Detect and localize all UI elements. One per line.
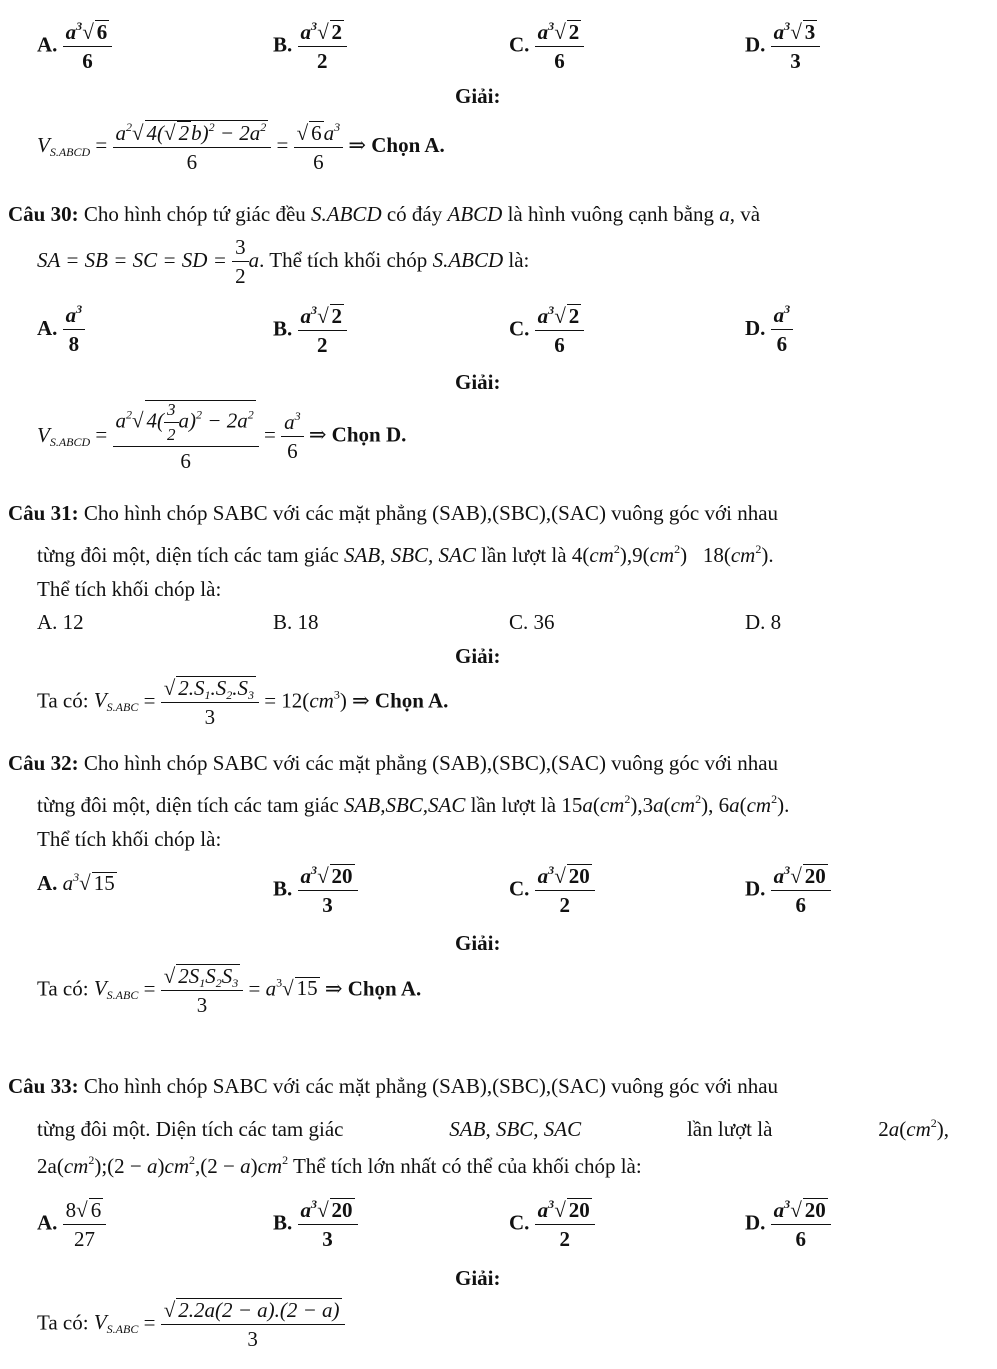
q31-text: lần lượt là xyxy=(481,543,567,567)
q31-solution: Ta có: $V_{S.ABC}$ = $\frac{√ 2.S_1.S_2.S_3}{3}$ = $12(cm^3)$ ⇒ Chọn A. xyxy=(37,676,449,730)
q30-label: Câu 30: xyxy=(8,202,79,226)
math-fraction: $\frac{√ 6a^3}{6}$ xyxy=(294,121,344,174)
option-letter: D. xyxy=(745,876,766,901)
q31-text: Cho hình chóp SABC với các mặt phẳng (SAB),(SBC),(SAC) vuông góc với nhau xyxy=(83,501,779,525)
q30-option-b xyxy=(273,304,347,357)
q32-option-b xyxy=(273,864,358,917)
q30-giai-heading: Giải: xyxy=(455,370,501,394)
q30-text: là hình vuông cạnh bằng xyxy=(507,202,715,226)
math-fraction: $\frac{a^3√ 20}{2}$ xyxy=(535,864,595,917)
q32-line3: Thể tích khối chóp là: xyxy=(37,827,222,851)
q32-line2: từng đôi một, diện tích các tam giác SAB,SBC,SAC lần lượt là $15a(cm^2),3a(cm^2)$, $6a(cm^2)$. xyxy=(37,792,790,817)
option-letter: B. xyxy=(273,316,293,341)
q32-math: SAB,SBC,SAC xyxy=(344,793,466,817)
q32-text: từng đôi một, diện tích các tam giác xyxy=(37,793,339,817)
math-fraction: $\frac{a^3√ 2}{6}$ xyxy=(535,20,585,73)
q33-line3: $2a(cm^2);(2 - a)cm^2,(2 - a)cm^2$ Thể tích lớn nhất có thể của khối chóp là: xyxy=(37,1153,642,1178)
q31-math: SAB, SBC, SAC xyxy=(344,543,476,567)
option-letter: D. xyxy=(745,32,766,57)
q31-line1 xyxy=(8,503,778,524)
math-fraction: $\frac{a^3}{8}$ xyxy=(63,304,86,356)
q33-option-c xyxy=(509,1198,595,1251)
q30-option-d xyxy=(745,304,793,356)
q33-math: SAB, SBC, SAC xyxy=(449,1117,582,1141)
math-fraction: $\frac{a^3√ 20}{2}$ xyxy=(535,1198,595,1251)
q31-option-d: D. 8 xyxy=(745,610,782,634)
q33-text: lần lượt là xyxy=(686,1117,773,1141)
q32-giai-heading: Giải: xyxy=(455,931,501,955)
q30-text: có đáy xyxy=(386,202,443,226)
q32-option-d xyxy=(745,864,831,917)
option-letter: A. xyxy=(37,315,58,340)
q33-line2: từng đôi một. Diện tích các tam giác SAB, SBC, SAC lần lượt là $2a(cm^2)$, xyxy=(37,1116,949,1141)
q32-option-a: A. $a^3√$ 15 xyxy=(37,870,115,895)
q30-math: S.ABCD xyxy=(432,247,504,272)
q33-option-a xyxy=(37,1198,106,1251)
q32-option-c xyxy=(509,864,595,917)
option-letter: C. xyxy=(509,32,530,57)
q31-option-a: A. 12 xyxy=(37,610,84,634)
q32-answer: Chọn A. xyxy=(347,976,422,1001)
math-fraction: $\frac{a^3√ 2}{6}$ xyxy=(535,304,585,357)
q31-line3: Thể tích khối chóp là: xyxy=(37,577,222,601)
q30-option-a xyxy=(37,304,85,356)
math-fraction: $\frac{a^3√ 2}{2}$ xyxy=(298,20,348,73)
math-fraction: $\frac{a^3√ 20}{6}$ xyxy=(771,864,831,917)
q31-line2: từng đôi một, diện tích các tam giác SAB, SBC, SAC lần lượt là $4(cm^2),9(cm^2)$ $18(cm^2)$. xyxy=(37,542,774,567)
taco-label: Ta có: xyxy=(37,1310,89,1335)
q30-text: , và xyxy=(729,202,761,226)
option-letter: B. xyxy=(273,32,293,57)
option-letter: C. xyxy=(509,1210,530,1235)
q30-solution: $V_{S.ABCD}$ = $a^2√$ 4( $\frac{3}{2}$ $a)^2 - 2a^2$ 6 = $\frac{a^3}{6}$ ⇒ Chọn D. xyxy=(37,400,407,474)
q31-giai-heading: Giải: xyxy=(455,644,501,668)
math-fraction: $\frac{3}{2}$ xyxy=(232,236,249,288)
q30-math: S.ABCD xyxy=(311,202,382,226)
q33-text: Thể tích lớn nhất có thể của khối chóp là: xyxy=(292,1154,642,1178)
q32-text: lần lượt là xyxy=(470,793,557,817)
math-fraction: $\frac{a^3√ 6}{6}$ xyxy=(63,20,113,73)
q33-option-b xyxy=(273,1198,358,1251)
option-letter: D. xyxy=(745,1210,766,1235)
q31-label: Câu 31: xyxy=(8,501,79,525)
q33-giai-heading: Giải: xyxy=(455,1266,501,1290)
q31-option-b: B. 18 xyxy=(273,610,319,634)
q29-answer: Chọn A. xyxy=(371,132,445,157)
math-fraction: $\frac{a^2√ 4(√ 2b)^2 - 2a^2}{6}$ xyxy=(113,120,272,174)
option-letter: B. xyxy=(273,876,293,901)
q32-label: Câu 32: xyxy=(8,751,79,775)
option-letter: B. xyxy=(273,1210,293,1235)
math-fraction: $\frac{√ 2.2a(2 - a).(2 - a)}{3}$ xyxy=(161,1298,345,1351)
math-fraction: $\frac{a^3√ 20}{3}$ xyxy=(298,1198,358,1251)
q30-text: là: xyxy=(508,247,530,272)
q30-math: ABCD xyxy=(447,202,503,226)
q29-giai-heading: Giải: xyxy=(455,84,501,108)
q29-option-c xyxy=(509,20,584,73)
q32-text: Cho hình chóp SABC với các mặt phẳng (SAB),(SBC),(SAC) vuông góc với nhau xyxy=(83,751,779,775)
option-letter: A. xyxy=(37,32,58,57)
math-fraction: $\frac{a^3}{6}$ xyxy=(771,304,794,356)
q29-option-d xyxy=(745,20,820,73)
option-letter: D. xyxy=(745,315,766,340)
q32-solution: Ta có: $V_{S.ABC}$ = $\frac{√ 2S_1S_2S_3}{3}$ = $a^3√$ 15 ⇒ Chọn A. xyxy=(37,964,422,1018)
q30-option-c xyxy=(509,304,584,357)
q30-line1 xyxy=(8,204,760,225)
q29-option-b xyxy=(273,20,347,73)
taco-label: Ta có: xyxy=(37,976,89,1001)
q30-text: Cho hình chóp tứ giác đều xyxy=(83,202,306,226)
q30-text: . Thể tích khối chóp xyxy=(259,247,428,272)
option-letter: C. xyxy=(509,876,530,901)
q33-solution: Ta có: $V_{S.ABC}$ = $\frac{√ 2.2a(2 - a).(2 - a)}{3}$ xyxy=(37,1298,345,1351)
q30-math: a xyxy=(719,202,730,226)
math-fraction: $\frac{8√ 6}{27}$ xyxy=(63,1198,107,1251)
q33-text: từng đôi một. Diện tích các tam giác xyxy=(37,1117,344,1141)
q33-option-d xyxy=(745,1198,831,1251)
q29-option-a xyxy=(37,20,112,73)
math-fraction: $a^2√$ 4( $\frac{3}{2}$ $a)^2 - 2a^2$ 6 xyxy=(113,400,259,473)
option-letter: A. xyxy=(37,871,58,895)
q33-text: Cho hình chóp SABC với các mặt phẳng (SAB),(SBC),(SAC) vuông góc với nhau xyxy=(83,1074,779,1098)
math-fraction: $\frac{√ 2S_1S_2S_3}{3}$ xyxy=(161,964,244,1017)
math-fraction: $\frac{a^3√ 20}{6}$ xyxy=(771,1198,831,1251)
math-fraction: $\frac{a^3√ 3}{3}$ xyxy=(771,20,821,73)
q30-answer: Chọn D. xyxy=(331,422,407,447)
math-fraction: $\frac{a^3√ 20}{3}$ xyxy=(298,864,358,917)
q33-label: Câu 33: xyxy=(8,1074,79,1098)
option-letter: A. xyxy=(37,1210,58,1235)
option-letter: C. xyxy=(509,316,530,341)
q30-line2: SA = SB = SC = SD = $\frac{3}{2}$ a. Thể tích khối chóp S.ABCD là: xyxy=(37,235,530,289)
q29-solution: $V_{S.ABCD}$ = $\frac{a^2√ 4(√ 2b)^2 - 2a^2}{6}$ = $\frac{√ 6a^3}{6}$ ⇒ Chọn A. xyxy=(37,119,445,175)
math-fraction: $\frac{a^3√ 2}{2}$ xyxy=(298,304,348,357)
q31-answer: Chọn A. xyxy=(374,688,449,713)
q32-line1 xyxy=(8,753,778,774)
q33-line1 xyxy=(8,1076,778,1097)
q31-text: từng đôi một, diện tích các tam giác xyxy=(37,543,339,567)
math-fraction: $\frac{√ 2.S_1.S_2.S_3}{3}$ xyxy=(161,676,259,729)
taco-label: Ta có: xyxy=(37,688,89,713)
q30-math: SA = SB = SC = SD = xyxy=(37,247,227,272)
q31-option-c: C. 36 xyxy=(509,610,555,634)
math-fraction: $\frac{a^3}{6}$ xyxy=(281,411,304,463)
